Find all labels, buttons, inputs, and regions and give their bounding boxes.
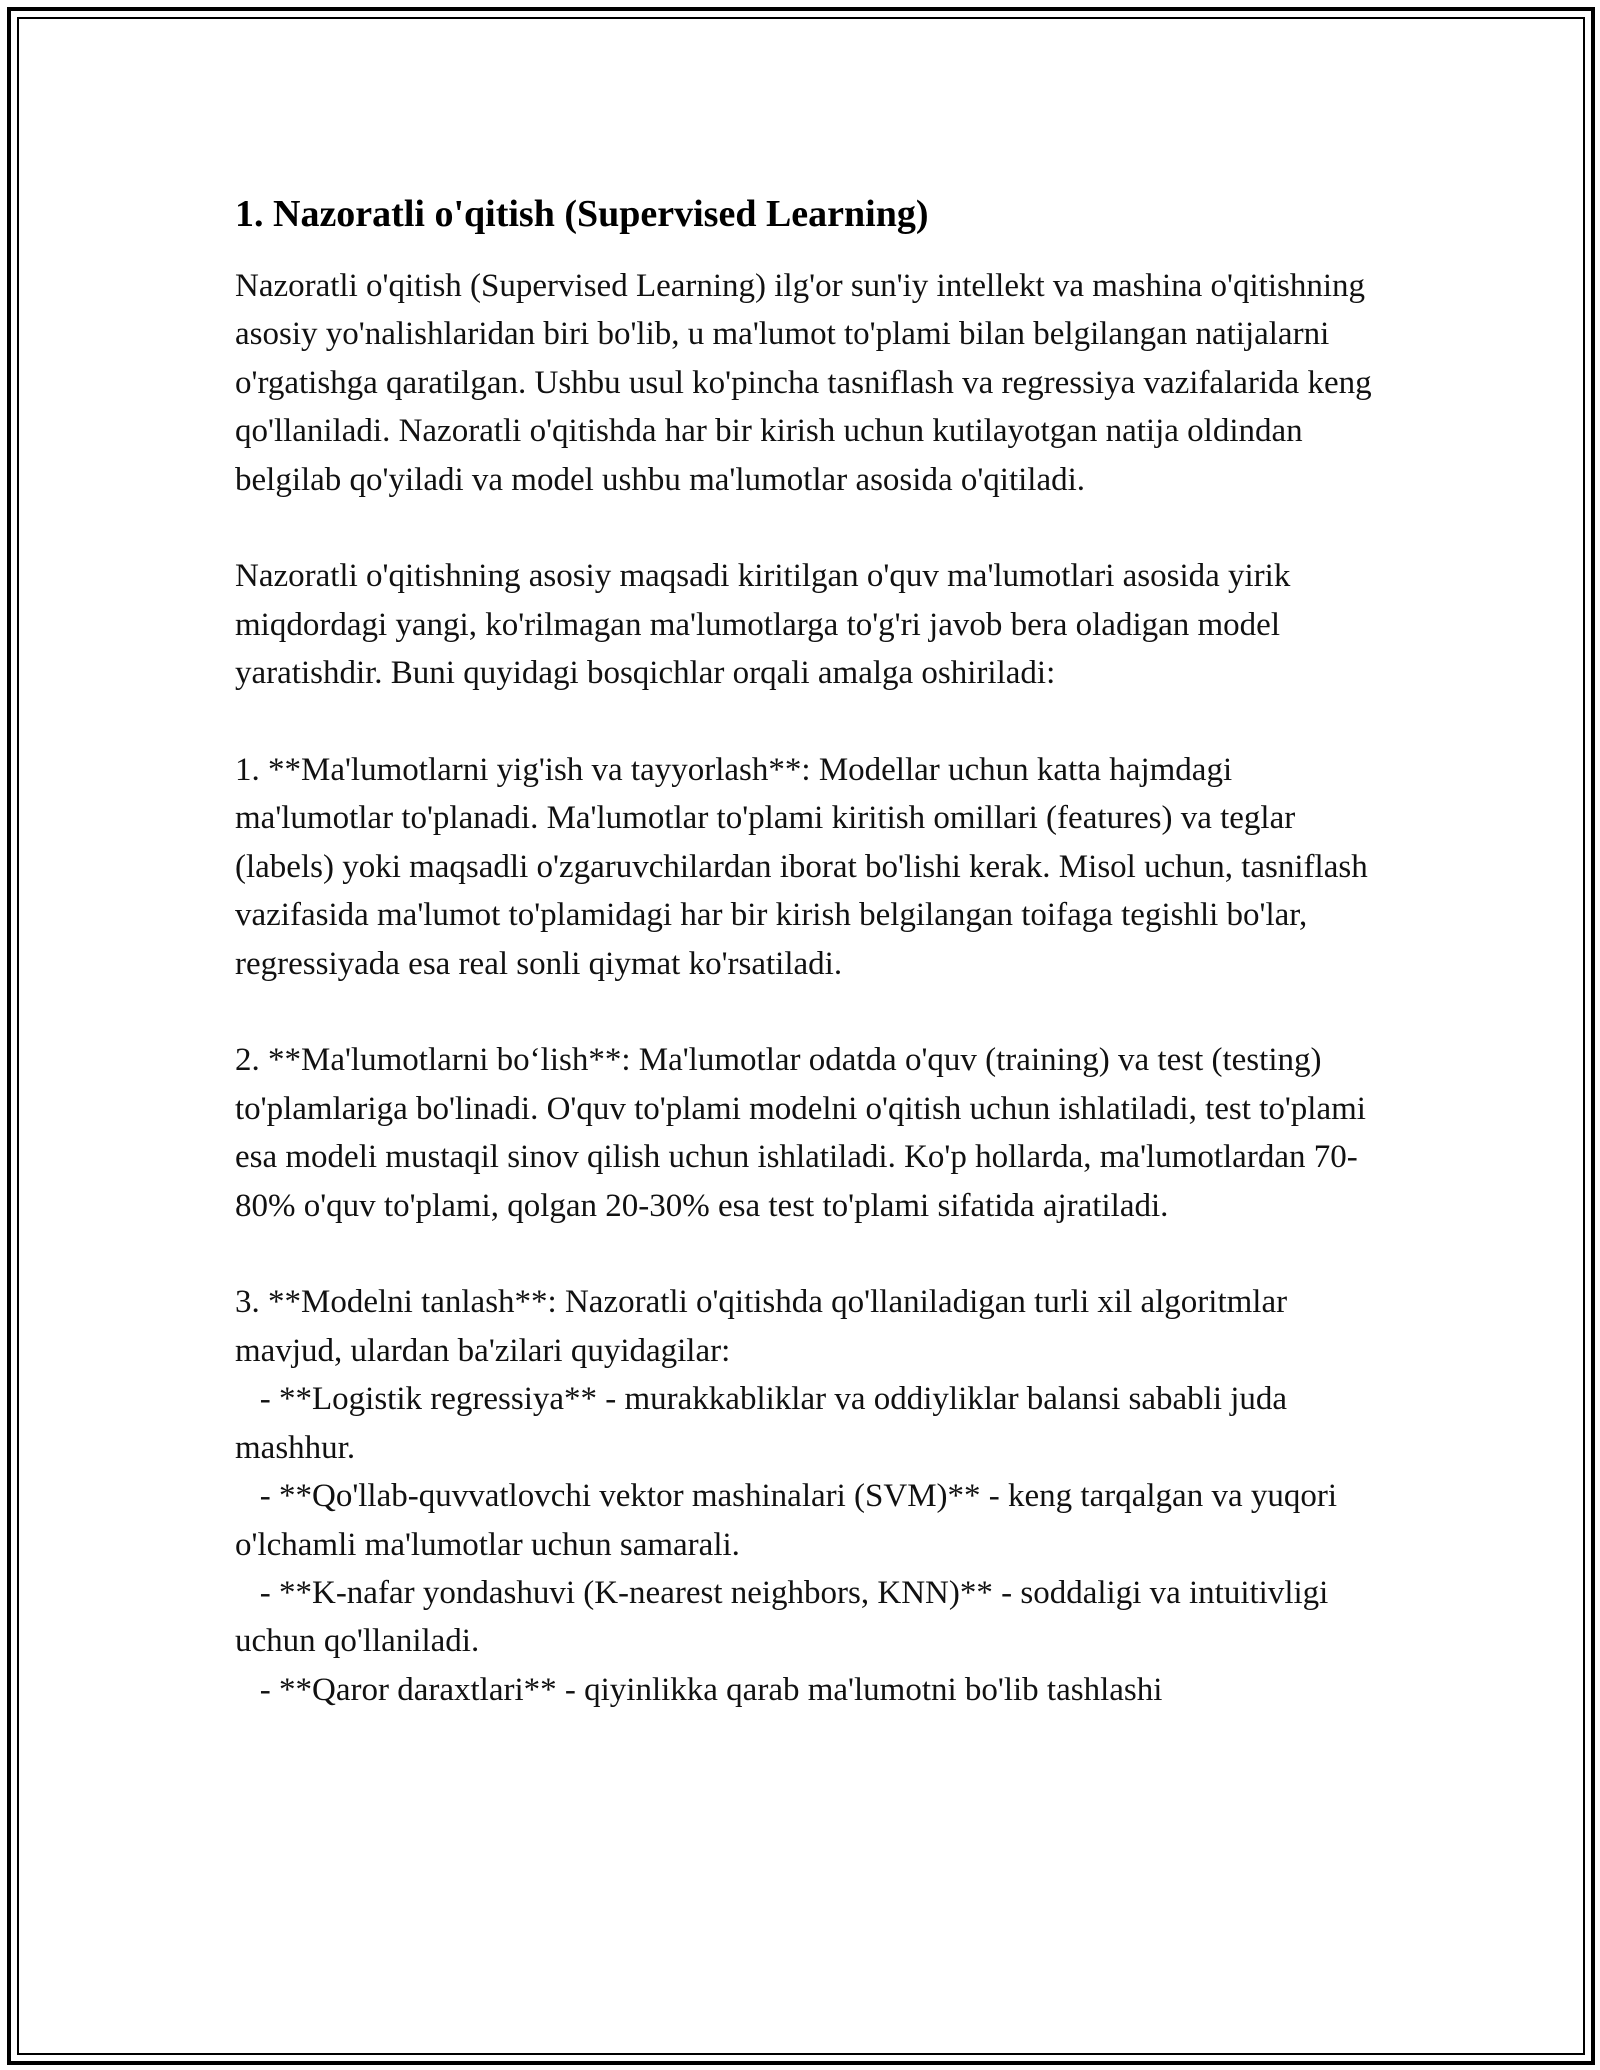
algorithm-item-logistic-regression: - **Logistik regressiya** - murakkabliklar va oddiyliklar balansi sababli juda mashhur. bbox=[235, 1381, 1296, 1466]
section-heading: 1. Nazoratli o'qitish (Supervised Learning) bbox=[235, 193, 929, 235]
paragraph-spacer bbox=[235, 988, 1375, 1036]
step-2-paragraph: 2. **Ma'lumotlarni bo‘lish**: Ma'lumotlar odatda o'quv (training) va test (testing) to'plamlariga bo'linadi. O'quv to'plami modelni o'qitish uchun ishlatiladi, test to'plami esa modeli mustaqil sinov qilish uchun ishlatiladi. Ko'p hollarda, ma'lumotlardan 70-80% o'quv to'plami, qolgan 20-30% esa test to'plami sifatida ajratiladi. bbox=[235, 1042, 1375, 1224]
paragraph-intro: Nazoratli o'qitish (Supervised Learning) ilg'or sun'iy intellekt va mashina o'qitishning asosiy yo'nalishlaridan biri bo'lib, u ma'lumot to'plami bilan belgilangan natijalarni o'rgatishga qaratilgan. Ushbu usul ko'pincha tasniflash va regressiya vazifalarida keng qo'llaniladi. Nazoratli o'qitishda har bir kirish uchun kutilayotgan natija oldindan belgilab qo'yiladi va model ushbu ma'lumotlar asosida o'qitiladi. bbox=[235, 268, 1380, 498]
algorithm-item-knn: - **K-nafar yondashuvi (K-nearest neighbors, KNN)** - soddaligi va intuitivligi uchun qo'llaniladi. bbox=[235, 1574, 1337, 1660]
algorithm-item-decision-trees: - **Qaror daraxtlari** - qiyinlikka qarab ma'lumotni bo'lib tashlashi bbox=[235, 1671, 1163, 1708]
paragraph-spacer bbox=[235, 504, 1375, 552]
paragraph-spacer bbox=[235, 1230, 1375, 1278]
step-1-paragraph: 1. **Ma'lumotlarni yig'ish va tayyorlash**: Modellar uchun katta hajmdagi ma'lumotlar to'planadi. Ma'lumotlar to'plami kiritish omillari (features) va teglar (labels) yoki maqsadli o'zgaruvchilardan iborat bo'lishi kerak. Misol uchun, tasniflash vazifasida ma'lumot to'plamidagi har bir kirish belgilangan toifaga tegishli bo'lar, regressiyada esa real sonli qiymat ko'rsatiladi. bbox=[235, 752, 1376, 982]
paragraph-spacer bbox=[235, 698, 1375, 746]
document-body bbox=[235, 190, 1380, 1714]
paragraph-goal: Nazoratli o'qitishning asosiy maqsadi kiritilgan o'quv ma'lumotlari asosida yirik miqdordagi yangi, ko'rilmagan ma'lumotlarga to'g'ri javob bera oladigan model yaratishdir. Buni quyidagi bosqichlar orqali amalga oshiriladi: bbox=[235, 558, 1299, 692]
step-3-intro: 3. **Modelni tanlash**: Nazoratli o'qitishda qo'llaniladigan turli xil algoritmlar mavjud, ulardan ba'zilari quyidagilar: bbox=[235, 1284, 1296, 1369]
algorithm-item-svm: - **Qo'llab-quvvatlovchi vektor mashinalari (SVM)** - keng tarqalgan va yuqori o'lchamli ma'lumotlar uchun samarali. bbox=[235, 1478, 1346, 1563]
